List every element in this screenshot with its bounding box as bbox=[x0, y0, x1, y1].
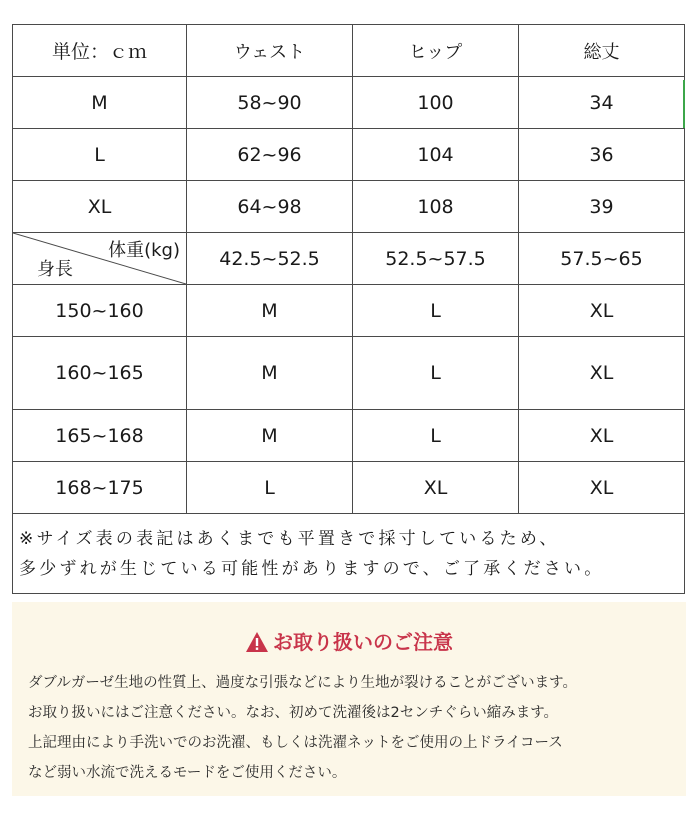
recommended-size: L bbox=[353, 410, 519, 462]
height-range: 160~165 bbox=[13, 337, 187, 410]
height-range: 150~160 bbox=[13, 285, 187, 337]
notice-line: など弱い水流で洗えるモードをご使用ください。 bbox=[28, 765, 347, 781]
weight-axis-label: 体重(kg) bbox=[108, 240, 180, 261]
height-axis-label: 身長 bbox=[37, 259, 73, 280]
height-row bbox=[13, 285, 685, 337]
height-row bbox=[13, 337, 685, 410]
size-label: M bbox=[13, 77, 187, 129]
notice-line: ダブルガーゼ生地の性質上、過度な引張などにより生地が裂けることがございます。 bbox=[28, 675, 577, 691]
weight-range: 57.5~65 bbox=[519, 233, 685, 285]
recommended-size: L bbox=[353, 285, 519, 337]
size-row-xl bbox=[13, 181, 685, 233]
notice-body bbox=[28, 668, 577, 788]
recommended-size: L bbox=[353, 337, 519, 410]
size-row-l bbox=[13, 129, 685, 181]
waist-value: 58~90 bbox=[187, 77, 353, 129]
height-row bbox=[13, 410, 685, 462]
notice-line: 上記理由により手洗いでのお洗濯、もしくは洗濯ネットをご使用の上ドライコース bbox=[28, 735, 563, 751]
notice-line: お取り扱いにはご注意ください。なお、初めて洗濯後は2センチぐらい縮みます。 bbox=[28, 705, 559, 721]
hip-value: 108 bbox=[353, 181, 519, 233]
length-value: 39 bbox=[519, 181, 685, 233]
header-unit: 単位：ｃｍ bbox=[13, 25, 187, 77]
recommended-size: L bbox=[187, 462, 353, 514]
note-row bbox=[13, 514, 685, 594]
recommended-size: M bbox=[187, 410, 353, 462]
height-range: 168~175 bbox=[13, 462, 187, 514]
notice-title-text: お取り扱いのご注意 bbox=[273, 630, 453, 654]
warning-triangle-icon bbox=[245, 631, 269, 653]
recommended-size: XL bbox=[519, 462, 685, 514]
length-value: 34 bbox=[519, 77, 685, 129]
weight-range: 42.5~52.5 bbox=[187, 233, 353, 285]
header-hip: ヒップ bbox=[353, 25, 519, 77]
edge-accent-mark bbox=[683, 80, 685, 128]
size-chart-table bbox=[12, 24, 685, 594]
header-waist: ウェスト bbox=[187, 25, 353, 77]
recommended-size: XL bbox=[353, 462, 519, 514]
header-length: 総丈 bbox=[519, 25, 685, 77]
recommended-size: XL bbox=[519, 337, 685, 410]
measurement-note bbox=[13, 514, 685, 594]
care-notice-box bbox=[12, 602, 686, 796]
size-row-m bbox=[13, 77, 685, 129]
hip-value: 100 bbox=[353, 77, 519, 129]
diagonal-header-cell bbox=[13, 233, 187, 285]
recommended-size: M bbox=[187, 285, 353, 337]
weight-header-row bbox=[13, 233, 685, 285]
hip-value: 104 bbox=[353, 129, 519, 181]
length-value: 36 bbox=[519, 129, 685, 181]
recommended-size: M bbox=[187, 337, 353, 410]
height-range: 165~168 bbox=[13, 410, 187, 462]
waist-value: 64~98 bbox=[187, 181, 353, 233]
note-line: ※サイズ表の表記はあくまでも平置きで採寸しているため、 bbox=[19, 529, 560, 549]
height-row bbox=[13, 462, 685, 514]
recommended-size: XL bbox=[519, 410, 685, 462]
recommended-size: XL bbox=[519, 285, 685, 337]
weight-range: 52.5~57.5 bbox=[353, 233, 519, 285]
waist-value: 62~96 bbox=[187, 129, 353, 181]
size-label: XL bbox=[13, 181, 187, 233]
notice-title bbox=[12, 626, 686, 655]
table-header-row bbox=[13, 25, 685, 77]
note-line: 多少ずれが生じている可能性がありますので、ご了承ください。 bbox=[19, 559, 605, 579]
size-label: L bbox=[13, 129, 187, 181]
